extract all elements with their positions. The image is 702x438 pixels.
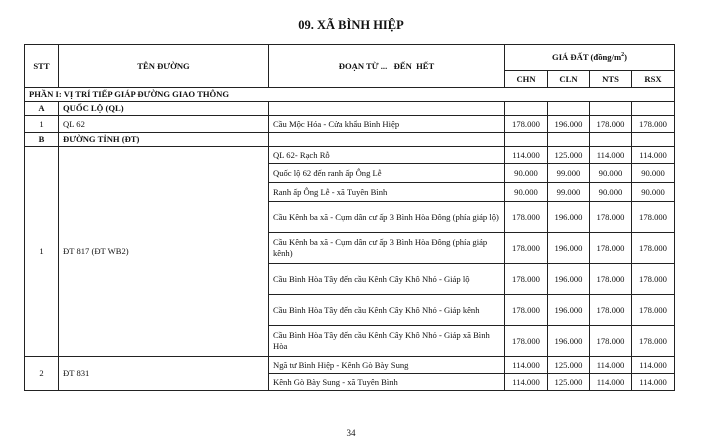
price-cln: 196.000: [548, 233, 590, 264]
price-rsx: 178.000: [632, 116, 675, 133]
price-cln: 125.000: [548, 147, 590, 164]
price-cln: 196.000: [548, 326, 590, 357]
road-segment: QL 62- Rạch Rỗ: [269, 147, 505, 164]
price-nts: 178.000: [590, 326, 632, 357]
road-segment: Ngã tư Bình Hiệp - Kênh Gò Bày Sung: [269, 357, 505, 374]
road-segment: Cầu Mộc Hóa - Cửa khẩu Bình Hiệp: [269, 116, 505, 133]
price-chn: 178.000: [505, 233, 548, 264]
page-number: 34: [346, 428, 356, 438]
price-nts: 178.000: [590, 202, 632, 233]
page-title: 09. XÃ BÌNH HIỆP: [298, 18, 404, 32]
price-cln: 196.000: [548, 295, 590, 326]
price-rsx: 178.000: [632, 295, 675, 326]
land-price-table: [24, 44, 675, 391]
price-rsx: 90.000: [632, 164, 675, 183]
header-gia-dat-sup: 2: [621, 52, 625, 59]
group-label: QUỐC LỘ (QL): [59, 102, 269, 116]
header-gia-dat-close: ): [624, 52, 627, 63]
road-name: QL 62: [59, 116, 269, 133]
header-stt: STT: [25, 45, 59, 88]
header-col-rsx: RSX: [632, 71, 675, 88]
road-name: ĐT 831: [59, 357, 269, 391]
header-doan-tu: ĐOẠN TỪ ... ĐẾN HẾT: [269, 45, 505, 88]
header-gia-dat-text: GIÁ ĐẤT (đồng/m: [552, 52, 622, 63]
header-col-chn: CHN: [505, 71, 548, 88]
road-segment: Cầu Kênh ba xã - Cụm dân cư ấp 3 Bình Hòa Đông (phía giáp kênh): [269, 233, 505, 264]
price-cln: 125.000: [548, 357, 590, 374]
price-chn: 178.000: [505, 264, 548, 295]
price-rsx: 114.000: [632, 147, 675, 164]
section-title: PHẦN I: VỊ TRÍ TIẾP GIÁP ĐƯỜNG GIAO THÔNG: [25, 88, 675, 102]
price-chn: 178.000: [505, 116, 548, 133]
price-rsx: 114.000: [632, 357, 675, 374]
price-rsx: 90.000: [632, 183, 675, 202]
row-stt: 2: [25, 357, 59, 391]
price-chn: 114.000: [505, 374, 548, 391]
road-segment: Kênh Gò Bày Sung - xã Tuyên Bình: [269, 374, 505, 391]
road-segment: Cầu Bình Hòa Tây đến cầu Kênh Cây Khô Nhỏ - Giáp kênh: [269, 295, 505, 326]
price-nts: 90.000: [590, 183, 632, 202]
price-chn: 178.000: [505, 326, 548, 357]
price-rsx: 178.000: [632, 233, 675, 264]
price-cln: 99.000: [548, 183, 590, 202]
price-rsx: 178.000: [632, 264, 675, 295]
table-row: [25, 357, 675, 374]
price-cln: 99.000: [548, 164, 590, 183]
row-stt: 1: [25, 147, 59, 357]
price-chn: 178.000: [505, 295, 548, 326]
price-chn: 178.000: [505, 202, 548, 233]
price-rsx: 178.000: [632, 202, 675, 233]
price-chn: 114.000: [505, 147, 548, 164]
road-segment: Cầu Kênh ba xã - Cụm dân cư ấp 3 Bình Hòa Đông (phía giáp lộ): [269, 202, 505, 233]
group-code: A: [25, 102, 59, 116]
table-row: [25, 147, 675, 164]
price-nts: 178.000: [590, 233, 632, 264]
price-nts: 114.000: [590, 357, 632, 374]
row-stt: 1: [25, 116, 59, 133]
header-gia-dat: [505, 45, 675, 71]
price-nts: 114.000: [590, 374, 632, 391]
price-chn: 114.000: [505, 357, 548, 374]
road-segment: Cầu Bình Hòa Tây đến cầu Kênh Cây Khô Nhỏ - Giáp xã Bình Hòa: [269, 326, 505, 357]
price-chn: 90.000: [505, 183, 548, 202]
group-code: B: [25, 133, 59, 147]
price-chn: 90.000: [505, 164, 548, 183]
table-row: [25, 116, 675, 133]
price-cln: 125.000: [548, 374, 590, 391]
road-name: ĐT 817 (ĐT WB2): [59, 147, 269, 357]
road-segment: Ranh ấp Ông Lễ - xã Tuyên Bình: [269, 183, 505, 202]
price-nts: 178.000: [590, 116, 632, 133]
road-segment: Cầu Bình Hòa Tây đến cầu Kênh Cây Khô Nhỏ - Giáp lộ: [269, 264, 505, 295]
road-segment: Quốc lộ 62 đến ranh ấp Ông Lễ: [269, 164, 505, 183]
price-nts: 178.000: [590, 295, 632, 326]
price-cln: 196.000: [548, 202, 590, 233]
price-rsx: 114.000: [632, 374, 675, 391]
price-nts: 178.000: [590, 264, 632, 295]
price-nts: 114.000: [590, 147, 632, 164]
group-label: ĐƯỜNG TỈNH (ĐT): [59, 133, 269, 147]
price-nts: 90.000: [590, 164, 632, 183]
price-cln: 196.000: [548, 264, 590, 295]
price-rsx: 178.000: [632, 326, 675, 357]
header-col-nts: NTS: [590, 71, 632, 88]
price-cln: 196.000: [548, 116, 590, 133]
header-col-cln: CLN: [548, 71, 590, 88]
header-ten-duong: TÊN ĐƯỜNG: [59, 45, 269, 88]
